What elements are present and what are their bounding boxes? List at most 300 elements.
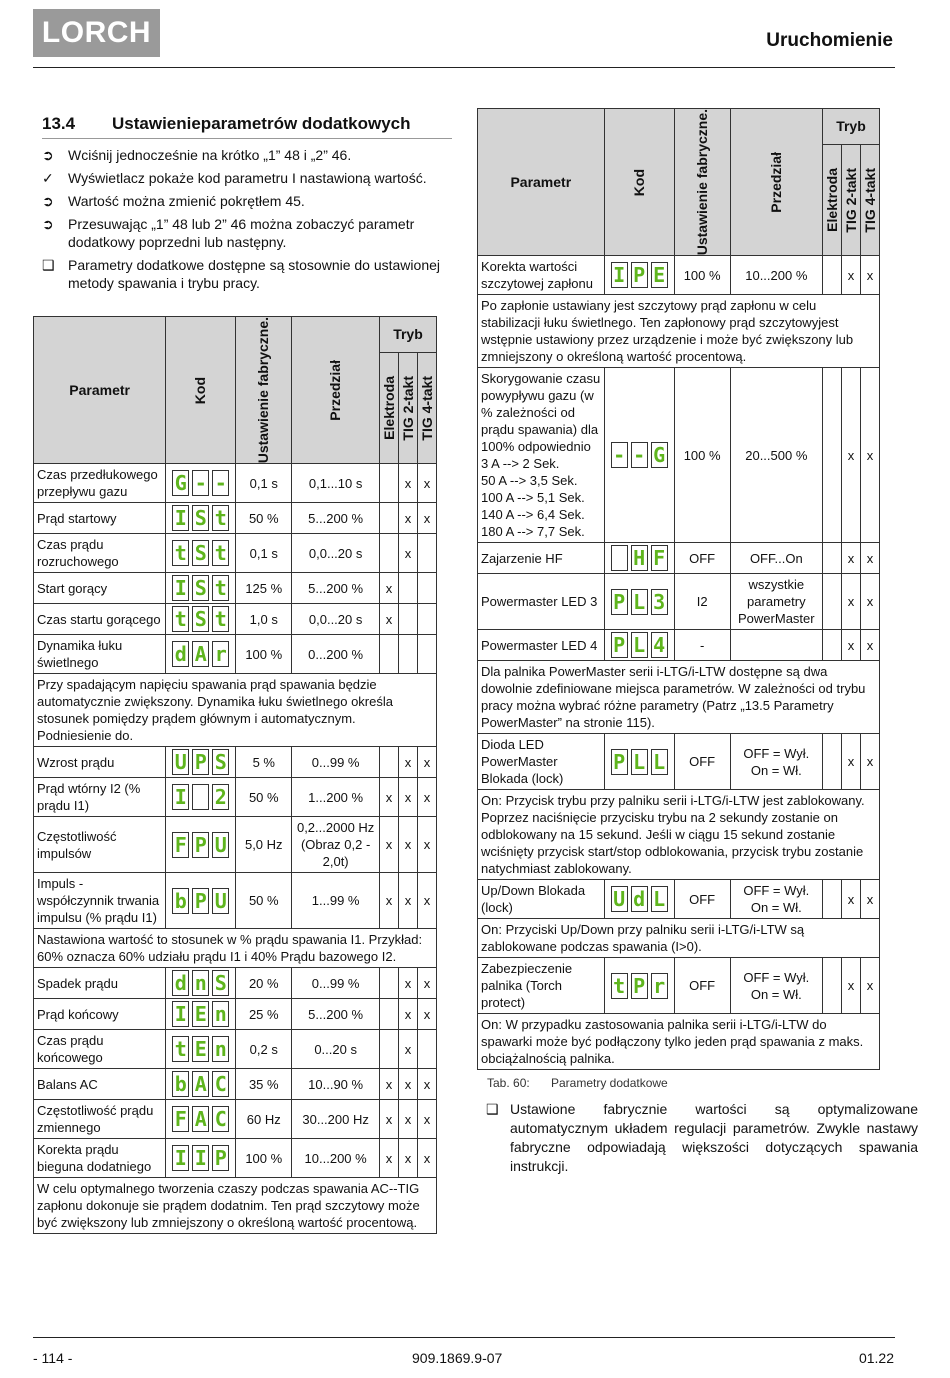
header-parameter-text: Parametr [510,173,572,190]
range-value: wszystkie parametry PowerMaster [730,574,822,630]
parameter-row [34,968,437,999]
lcd-digit: H [631,545,648,571]
parameter-row [34,873,437,929]
lcd-digit: P [631,262,648,288]
section-title: Ustawienieparametrów dodatkowych [112,114,411,133]
mode-elektroda: x [380,873,399,929]
mode-tig2: x [399,817,418,873]
factory-value: 5,0 Hz [236,817,292,873]
range-value: 1...200 % [292,778,380,817]
section-heading [42,114,452,139]
parameter-row [478,734,880,790]
header-rule [33,67,895,68]
note-text: Nastawiona wartość to stosunek w % prądu spawania I1. Przykład: 60% oznacza 60% udziału prądu I1 i 40% Prądu bazowego I2. [34,929,437,968]
parameter-name: Zabezpieczenie palnika (Torch protect) [478,958,605,1014]
bullet-icon: ➲ [42,147,54,163]
header-tig2-text: TIG 2-takt [399,375,416,441]
header-tig4-text: TIG 4-takt [861,167,878,233]
mode-tig4: x [861,256,880,295]
lcd-digit: - [631,442,648,468]
parameter-name: Start gorący [34,573,166,604]
mode-tig2: x [399,534,418,573]
parameter-row [34,464,437,503]
mode-tig4: x [418,464,437,503]
factory-value: 100 % [236,1139,292,1178]
parameter-row [34,778,437,817]
header-parameter [478,109,605,256]
header-code-text: Kod [192,376,209,404]
parameter-code [166,1030,236,1069]
caption-text: Parametry dodatkowe [551,1076,668,1090]
lcd-digit: G [172,470,189,496]
bullet-icon: ❑ [42,257,55,273]
lcd-digit: S [212,749,229,775]
parameter-row [34,1030,437,1069]
factory-value: 60 Hz [236,1100,292,1139]
lcd-digit: I [172,784,189,810]
range-value: 0...200 % [292,635,380,674]
lcd-digit: P [192,832,209,858]
mode-tig4: x [418,873,437,929]
instruction-text: Przesuwając „1” 48 lub 2” 46 można zobaczyć parametr dodatkowy poprzedni lub następny. [68,216,415,250]
range-value: 20...500 % [730,368,822,543]
parameter-code [166,503,236,534]
header-factory [236,317,292,464]
lcd-digit: t [172,540,189,566]
mode-tig4: x [861,574,880,630]
mode-elektroda [380,635,399,674]
document-date: 01.22 [858,1350,894,1366]
parameter-name: Czas prądu końcowego [34,1030,166,1069]
lcd-digit: P [192,749,209,775]
lcd-display-icon [172,540,229,566]
mode-tig4: x [861,630,880,661]
lcd-digit: C [212,1071,229,1097]
lcd-display-icon [172,606,229,632]
lcd-digit: b [172,888,189,914]
header-elektroda [823,144,842,256]
lcd-digit: S [212,970,229,996]
lcd-display-icon [172,832,229,858]
parameter-code [166,1069,236,1100]
mode-tig2: x [399,968,418,999]
mode-tig2: x [399,778,418,817]
range-value: 10...90 % [292,1069,380,1100]
lcd-digit: L [631,589,648,615]
mode-tig2 [399,604,418,635]
lcd-digit: E [192,1001,209,1027]
mode-tig2: x [399,1030,418,1069]
lcd-digit: P [611,749,628,775]
lcd-display-icon [172,749,229,775]
mode-tig4: x [418,1139,437,1178]
parameter-code [166,1100,236,1139]
lcd-digit: U [172,749,189,775]
mode-elektroda [823,734,842,790]
factory-value: 0,1 s [236,534,292,573]
parameter-code [166,817,236,873]
lcd-digit: - [192,470,209,496]
parameter-code [166,534,236,573]
factory-value: 5 % [236,747,292,778]
lcd-digit: F [172,1106,189,1132]
lcd-digit: A [192,1106,209,1132]
note-text: On: Przyciski Up/Down przy palniku serii i-LTG/i-LTW są zablokowane podczas spawania (I>0). [478,919,880,958]
mode-tig4: x [418,968,437,999]
instruction-text: Wyświetlacz pokaże kod parametru I nastawioną wartość. [68,170,427,186]
lcd-display-icon [611,262,668,288]
mode-tig2: x [399,503,418,534]
parameter-code [166,464,236,503]
lcd-digit: F [172,832,189,858]
parameter-row [34,604,437,635]
table-header-row [478,109,880,145]
mode-tig4 [418,635,437,674]
factory-value: - [674,630,730,661]
range-value: 0,0...20 s [292,534,380,573]
mode-tig4 [418,534,437,573]
factory-value: 0,2 s [236,1030,292,1069]
mode-tig4: x [418,503,437,534]
lcd-digit: - [212,470,229,496]
header-tig4-text: TIG 4-takt [418,375,435,441]
range-value: 5...200 % [292,573,380,604]
header-code [604,109,674,256]
lcd-digit: t [212,575,229,601]
section-number: 13.4 [42,114,76,133]
mode-tig2 [399,635,418,674]
lcd-digit: n [192,970,209,996]
mode-elektroda [380,503,399,534]
mode-elektroda: x [380,817,399,873]
lcd-digit: r [651,973,668,999]
factory-value: OFF [674,543,730,574]
mode-elektroda: x [380,1069,399,1100]
header-factory-text: Ustawienie fabryczne. [693,109,710,256]
header-range [730,109,822,256]
lcd-digit: U [212,832,229,858]
header-tig4 [861,144,880,256]
mode-elektroda [823,880,842,919]
factory-value: OFF [674,958,730,1014]
lcd-digit: I [172,575,189,601]
parameter-code [166,778,236,817]
factory-value: 25 % [236,999,292,1030]
factory-value: OFF [674,880,730,919]
mode-tig4: x [418,817,437,873]
parameter-code [166,999,236,1030]
range-value [730,630,822,661]
parameter-name: Powermaster LED 3 [478,574,605,630]
mode-tig4: x [418,1069,437,1100]
footer-rule [33,1337,895,1338]
lcd-digit: L [651,886,668,912]
lcd-digit: t [172,1036,189,1062]
mode-tig2: x [842,256,861,295]
parameter-name: Balans AC [34,1069,166,1100]
parameter-row [34,817,437,873]
lcd-digit: S [192,540,209,566]
range-value: OFF = Wył. On = Wł. [730,958,822,1014]
mode-tig2: x [399,1069,418,1100]
page-number: - 114 - [33,1350,73,1366]
mode-tig4: x [861,880,880,919]
bullet-icon: ➲ [42,216,54,232]
range-value: OFF = Wył. On = Wł. [730,880,822,919]
parameter-code [166,604,236,635]
instruction-text: Wciśnij jednocześnie na krótko „1” 48 i „2” 46. [68,147,352,163]
lcd-digit: 3 [651,589,668,615]
note-row [34,929,437,968]
bullet-icon: ➲ [42,193,54,209]
parameter-name: Prąd wtórny I2 (% prądu I1) [34,778,166,817]
right-parameter-table [477,108,880,1070]
lcd-display-icon [172,641,229,667]
factory-value: 50 % [236,873,292,929]
lcd-digit: 2 [212,784,229,810]
lcd-digit: I [172,1001,189,1027]
parameter-name: Czas prądu rozruchowego [34,534,166,573]
lcd-digit: t [172,606,189,632]
lcd-digit: E [192,1036,209,1062]
parameter-code [604,734,674,790]
parameter-row [34,635,437,674]
header-mode-text: Tryb [393,325,423,342]
header-elektroda-text: Elektroda [380,375,397,440]
header-range-text: Przedział [767,151,784,213]
parameter-name: Częstotliwość prądu zmiennego [34,1100,166,1139]
lcd-digit: P [611,589,628,615]
lcd-display-icon [611,545,668,571]
range-value: 0,1...10 s [292,464,380,503]
mode-tig2: x [399,873,418,929]
mode-elektroda [380,999,399,1030]
lcd-digit: t [212,505,229,531]
header-factory-text: Ustawienie fabryczne. [255,317,272,464]
mode-tig2: x [842,734,861,790]
range-value: 0...20 s [292,1030,380,1069]
parameter-name: Prąd startowy [34,503,166,534]
mode-tig2: x [399,1139,418,1178]
parameter-row [34,1100,437,1139]
header-range [292,317,380,464]
parameter-name: Impuls - współczynnik trwania impulsu (% prądu I1) [34,873,166,929]
mode-tig2: x [842,630,861,661]
parameter-code [604,368,674,543]
range-value: 0...99 % [292,747,380,778]
lcd-digit: I [172,505,189,531]
range-value: OFF...On [730,543,822,574]
factory-value: 100 % [236,635,292,674]
lcd-display-icon [172,1071,229,1097]
factory-value: 20 % [236,968,292,999]
lcd-digit: r [212,641,229,667]
parameter-code [166,968,236,999]
range-value: 5...200 % [292,999,380,1030]
note-row [478,919,880,958]
factory-value: 50 % [236,778,292,817]
mode-tig2: x [842,543,861,574]
parameter-name: Korekta wartości szczytowej zapłonu [478,256,605,295]
parameter-row [478,256,880,295]
mode-elektroda [823,256,842,295]
mode-elektroda [380,968,399,999]
header-tig2 [399,352,418,464]
checkbox-icon: ❑ [486,1101,499,1117]
mode-tig2 [399,573,418,604]
lorch-logo: LORCH [33,9,160,57]
parameter-code [166,635,236,674]
lcd-display-icon [611,886,668,912]
left-parameter-table [33,316,437,1234]
parameter-row [478,543,880,574]
mode-tig4: x [418,778,437,817]
factory-value: 1,0 s [236,604,292,635]
lcd-digit [192,784,209,810]
instruction-list [42,146,454,297]
mode-elektroda [380,747,399,778]
parameter-code [604,256,674,295]
parameter-row [34,1069,437,1100]
mode-elektroda [380,1030,399,1069]
note-row [478,1014,880,1070]
factory-value: 125 % [236,573,292,604]
parameter-name: Skorygowanie czasu powypływu gazu (w % zależności od prądu spawania) dla 100% odpowiednio 3 A --> 2 Sek. 50 A --> 3,5 Sek. 100 A --> 5,1 Sek. 140 A --> 6,4 Sek. 180 A --> 7,7 Sek. [478,368,605,543]
mode-tig4: x [861,958,880,1014]
final-note-text: Ustawione fabrycznie wartości są optymalizowane automatycznym układem regulacji parametrów. Zwykle nastawy fabryczne odpowiadają większości dotyczących spawania instrukcji. [510,1101,918,1174]
lcd-digit: P [192,888,209,914]
lcd-digit: b [172,1071,189,1097]
mode-tig4: x [861,368,880,543]
mode-elektroda: x [380,604,399,635]
lcd-digit: - [611,442,628,468]
range-value: 1...99 % [292,873,380,929]
parameter-name: Wzrost prądu [34,747,166,778]
mode-tig2: x [842,880,861,919]
factory-value: 35 % [236,1069,292,1100]
mode-elektroda [380,534,399,573]
lcd-digit: I [611,262,628,288]
lcd-digit: U [611,886,628,912]
mode-tig2: x [842,958,861,1014]
lcd-display-icon [172,888,229,914]
mode-elektroda [823,574,842,630]
note-row [478,661,880,734]
mode-elektroda [380,464,399,503]
lcd-digit: P [631,973,648,999]
lcd-display-icon [172,1145,229,1171]
note-text: Przy spadającym napięciu spawania prąd spawania będzie automatycznie zwiększony. Dynamika łuku świetlnego określa stosunek pomiędzy prądem głównym i automatycznym. Podniesienie do. [34,674,437,747]
lcd-digit: P [611,632,628,658]
factory-value: 50 % [236,503,292,534]
note-text: W celu optymalnego tworzenia czaszy podczas spawania AC--TIG zapłonu dokonuje sie prądem dodatnim. Ten prąd szczytowy może być zwiększony lub zmniejszony o określoną wartość procentową. [34,1178,437,1234]
lcd-digit: t [212,540,229,566]
mode-tig4: x [418,1100,437,1139]
range-value: 10...200 % [730,256,822,295]
mode-elektroda: x [380,1139,399,1178]
parameter-row [34,747,437,778]
factory-value: 100 % [674,368,730,543]
header-mode-text: Tryb [836,117,866,134]
instruction-item [42,169,454,187]
parameter-row [34,1139,437,1178]
parameter-code [604,880,674,919]
header-factory [674,109,730,256]
range-value: 5...200 % [292,503,380,534]
parameter-code [166,747,236,778]
parameter-code [604,630,674,661]
mode-tig2: x [399,1100,418,1139]
mode-tig2: x [399,747,418,778]
mode-elektroda [823,958,842,1014]
parameter-name: Powermaster LED 4 [478,630,605,661]
lcd-display-icon [172,970,229,996]
lcd-digit [611,545,628,571]
lcd-display-icon [172,1001,229,1027]
factory-value: 0,1 s [236,464,292,503]
header-parameter [34,317,166,464]
lcd-digit: I [192,1145,209,1171]
note-text: On: Przycisk trybu przy palniku serii i-LTG/i-LTW jest zablokowany. Poprzez naciśnięcie przycisku trybu na 2 sekundy zostanie on odblokowany na 15 sekund. Jeśli w ciągu 15 sekund zostanie wciśnięty przycisk start/stop odblokowania, przycisk trybu zostanie natychmiast zablokowany. [478,790,880,880]
parameter-row [478,630,880,661]
parameter-code [604,543,674,574]
lcd-digit: n [212,1001,229,1027]
parameter-name: Prąd końcowy [34,999,166,1030]
lcd-display-icon [611,632,668,658]
header-elektroda [380,352,399,464]
document-number: 909.1869.9-07 [412,1350,503,1366]
lcd-digit: S [192,575,209,601]
parameter-name: Czas startu gorącego [34,604,166,635]
parameter-code [604,958,674,1014]
factory-value: OFF [674,734,730,790]
mode-elektroda [823,543,842,574]
bullet-icon: ✓ [42,170,54,186]
lcd-display-icon [172,505,229,531]
note-row [34,674,437,747]
lcd-digit: P [212,1145,229,1171]
header-elektroda-text: Elektroda [823,167,840,232]
note-text: Dla palnika PowerMaster serii i-LTG/i-LTW dostępne są dwa dowolnie zdefiniowane miejsca parametrów. W zależności od trybu pracy można wybrać różne parametry (Patrz „13.5 Parametry PowerMaster” na stronie 115). [478,661,880,734]
range-value: 30...200 Hz [292,1100,380,1139]
header-parameter-text: Parametr [69,381,130,398]
mode-tig4: x [861,734,880,790]
lcd-digit: L [651,749,668,775]
instruction-item [42,256,454,292]
lcd-digit: A [192,641,209,667]
parameter-code [166,1139,236,1178]
lcd-digit: G [651,442,668,468]
mode-tig2: x [842,368,861,543]
header-tig2-text: TIG 2-takt [842,167,859,233]
header-tig4 [418,352,437,464]
note-text: Po zapłonie ustawiany jest szczytowy prąd zapłonu w celu stabilizacji łuku świetlnego. Ten zapłonowy prąd szczytowyjest wstępnie ustawiony przez urządzenie i może być zwiększony lub zmniejszony o określoną wartość procentową. [478,295,880,368]
mode-tig4 [418,1030,437,1069]
mode-tig2: x [842,574,861,630]
lcd-digit: d [172,641,189,667]
mode-elektroda [823,630,842,661]
lcd-display-icon [611,973,668,999]
parameter-name: Zajarzenie HF [478,543,605,574]
mode-tig4: x [861,543,880,574]
range-value: OFF = Wył. On = Wł. [730,734,822,790]
mode-elektroda: x [380,778,399,817]
lcd-digit: d [631,886,648,912]
mode-tig4 [418,573,437,604]
instruction-item [42,146,454,164]
factory-value: I2 [674,574,730,630]
header-tig2 [842,144,861,256]
